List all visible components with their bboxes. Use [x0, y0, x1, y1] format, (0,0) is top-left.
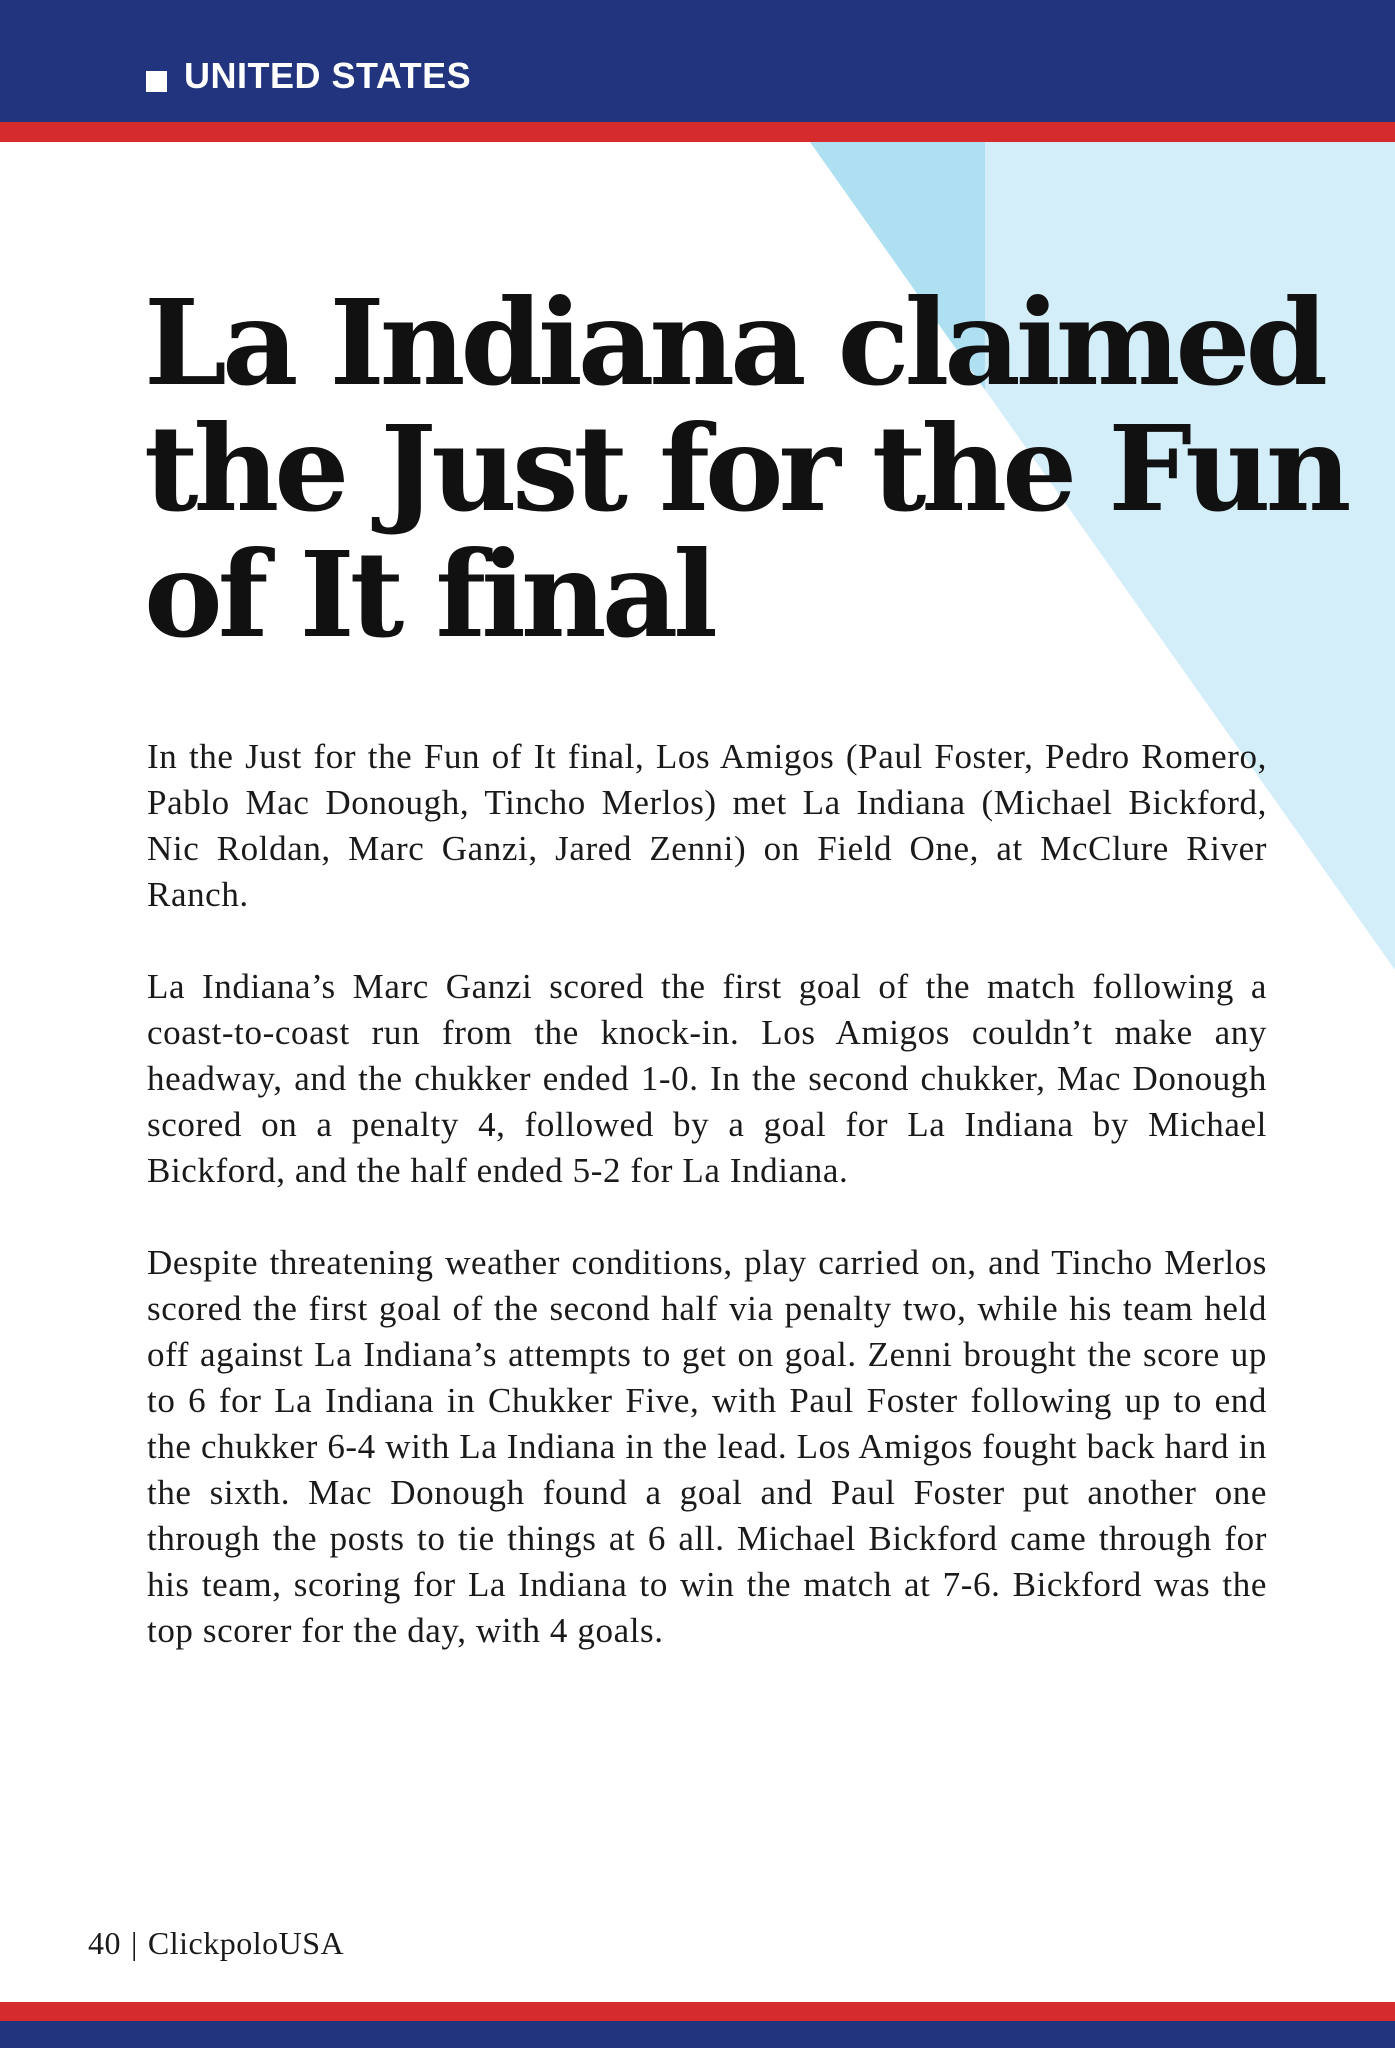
article-paragraph: In the Just for the Fun of It final, Los Amigos (Paul Foster, Pedro Romero, Pablo Mac Donough, Tincho Merlos) met La Indiana (Michael Bickford, Nic Roldan, Marc Ganzi, Jared Zenni) on Field One, at McClure River Ranch.	[147, 737, 1267, 914]
headline-line: of It final	[144, 525, 713, 664]
article-paragraph: La Indiana’s Marc Ganzi scored the first goal of the match following a coast-to-coast run from the knock-in. Los Amigos couldn’t make any headway, and the chukker ended 1-0. In the second chukker, Mac Donough scored on a penalty 4, followed by a goal for La Indiana by Michael Bickford, and the half ended 5-2 for La Indiana.	[147, 967, 1267, 1190]
footer-red-stripe	[0, 2002, 1395, 2021]
footer-separator: |	[131, 1925, 138, 1961]
headline-line: La Indiana claimed	[144, 273, 1324, 412]
footer-bar	[0, 2021, 1395, 2048]
headline-line: the Just for the Fun	[144, 399, 1347, 538]
section-label: UNITED STATES	[184, 55, 472, 96]
article-paragraph: Despite threatening weather conditions, play carried on, and Tincho Merlos scored the first goal of the second half via penalty two, while his team held off against La Indiana’s attempts to get on goal. Zenni brought the score up to 6 for La Indiana in Chukker Five, with Paul Foster following up to end the chukker 6-4 with La Indiana in the lead. Los Amigos fought back hard in the sixth. Mac Donough found a goal and Paul Foster put another one through the posts to tie things at 6 all. Michael Bickford came through for his team, scoring for La Indiana to win the match at 7-6. Bickford was the top scorer for the day, with 4 goals.	[147, 1243, 1267, 1650]
article-body	[147, 734, 1267, 1700]
page-number: 40	[88, 1925, 121, 1961]
page-footer	[88, 1925, 344, 1962]
publication-name: ClickpoloUSA	[147, 1925, 345, 1961]
article-headline	[144, 273, 1347, 664]
